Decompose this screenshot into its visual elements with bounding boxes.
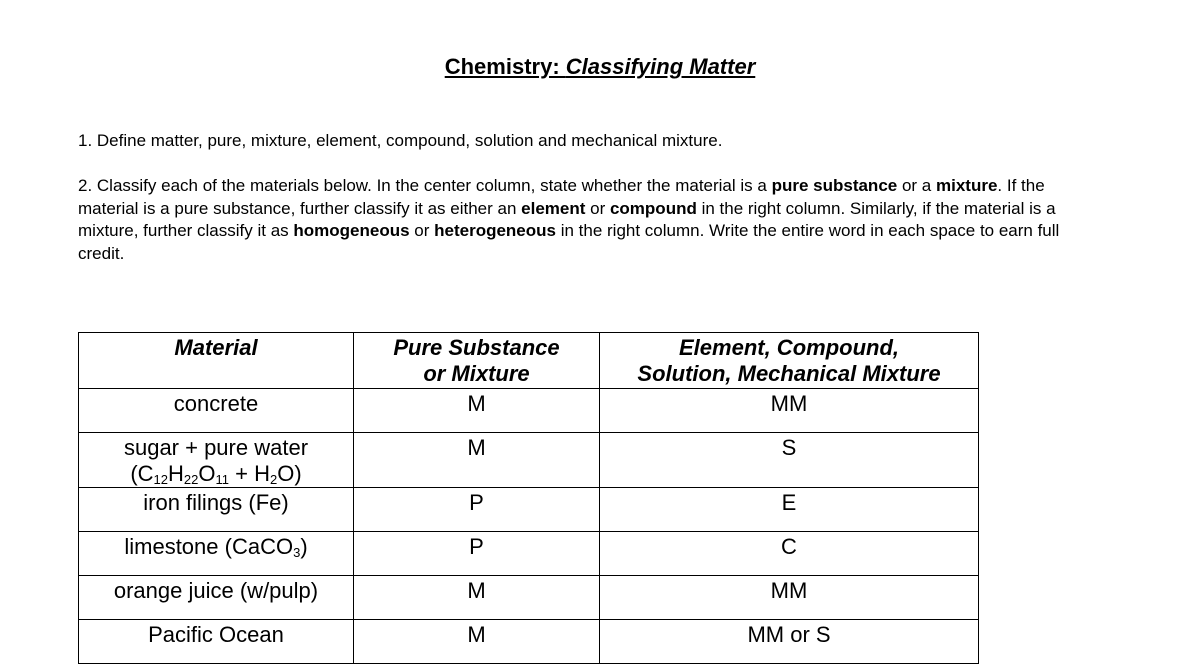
classification-cell[interactable]: E <box>600 488 979 532</box>
table-row <box>79 488 979 532</box>
pure-cell[interactable]: P <box>354 532 600 576</box>
term-element: element <box>521 198 586 218</box>
term-mixture: mixture <box>935 176 998 195</box>
table-row <box>79 576 979 620</box>
classification-table <box>78 332 979 664</box>
pure-cell[interactable]: M <box>354 576 600 620</box>
pure-cell[interactable]: M <box>354 433 600 488</box>
table-row <box>79 532 979 576</box>
pure-cell[interactable]: M <box>354 389 600 433</box>
question-2: 2. Classify each of the materials below. In the center column, state whether the material is a pure substance or a mixture. If the material is a pure substance, further classify it as either an element or compound in the right column. Similarly, if the material is a mixture, further classify it as homogeneous or heterogeneous in the right column. Write the entire word in each space to earn full credit. <box>78 176 1060 263</box>
term-heterogeneous: heterogeneous <box>434 221 556 240</box>
term-pure-substance: pure substance <box>771 176 898 195</box>
material-cell: iron filings (Fe) <box>79 488 354 532</box>
classification-cell[interactable]: C <box>600 532 979 576</box>
classification-cell[interactable]: MM <box>600 576 979 620</box>
table-header-row <box>79 333 979 389</box>
table-row <box>79 620 979 664</box>
header-material: Material <box>79 333 354 389</box>
title-emphasis: Classifying Matter <box>565 54 756 79</box>
table-row <box>79 389 979 433</box>
term-compound: compound <box>609 198 697 218</box>
question-1: 1. Define matter, pure, mixture, element, compound, solution and mechanical mixture. <box>78 131 723 150</box>
pure-cell[interactable]: M <box>354 620 600 664</box>
classification-cell[interactable]: MM <box>600 389 979 433</box>
material-cell: Pacific Ocean <box>79 620 354 664</box>
pure-cell[interactable]: P <box>354 488 600 532</box>
title-prefix: Chemistry: <box>444 54 566 79</box>
term-homogeneous: homogeneous <box>293 221 410 240</box>
header-classification: Element, Compound, Solution, Mechanical Mixture <box>600 333 979 389</box>
classification-cell[interactable]: MM or S <box>600 620 979 664</box>
table-row <box>79 433 979 488</box>
header-pure-or-mixture: Pure Substance or Mixture <box>354 333 600 389</box>
classification-cell[interactable]: S <box>600 433 979 488</box>
material-cell: orange juice (w/pulp) <box>79 576 354 620</box>
page-title <box>0 53 1200 81</box>
material-cell: sugar + pure water $(C_{12}H_{22}O_{11} + H_2O)$ <box>79 433 354 488</box>
material-cell: limestone (CaCO$_3$) <box>79 532 354 576</box>
material-cell: concrete <box>79 389 354 433</box>
